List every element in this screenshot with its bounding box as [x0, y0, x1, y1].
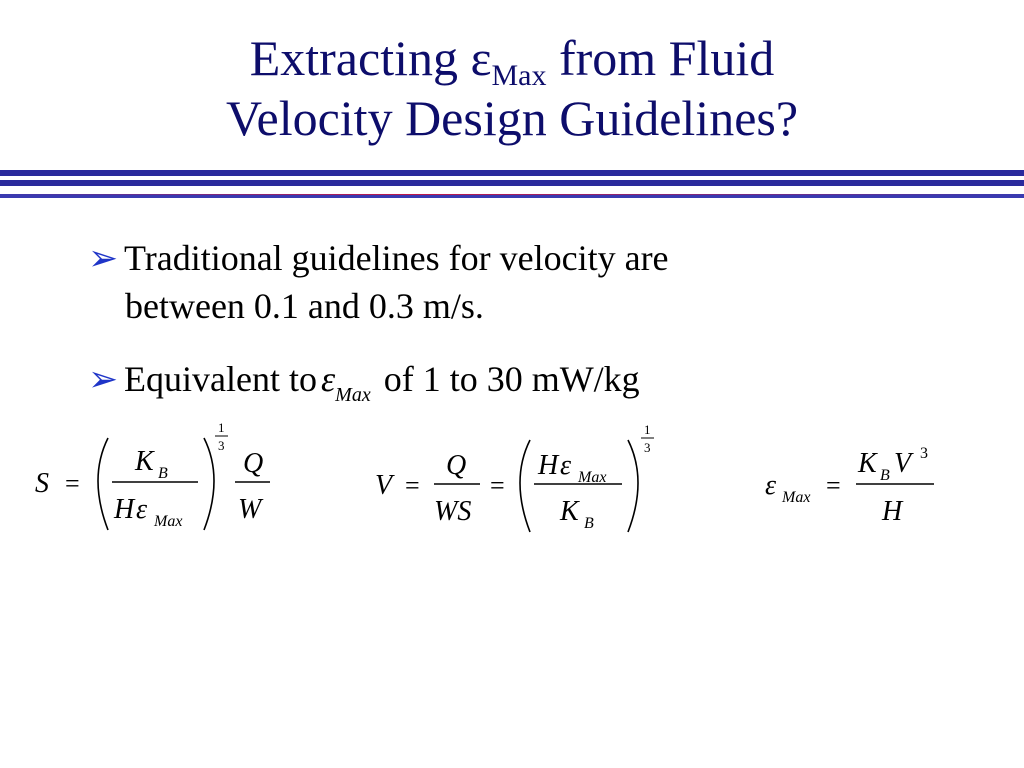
epsilon-symbol: $\varepsilon_{Max}$ — [320, 359, 371, 406]
eq1-exp-den: 3 — [218, 438, 225, 453]
eq3-num-v: V — [894, 448, 912, 479]
bullet-2-text-before: Equivalent to — [124, 359, 317, 399]
eq2-lhs: V — [375, 470, 393, 501]
eq1-den-sub: Max — [154, 513, 183, 530]
title-rule-middle — [0, 180, 1024, 186]
arrow-right-bullet-icon: ➢ — [88, 238, 119, 278]
title-subscript: Max — [491, 59, 547, 92]
eq2-right-paren — [628, 440, 638, 532]
eq2-q: Q — [446, 450, 467, 481]
eq2-exp-den: 3 — [644, 440, 651, 455]
bullet-item-1 — [88, 234, 848, 330]
eq2-num-h: H — [538, 450, 559, 481]
slide-title — [0, 28, 1024, 148]
eq3-equals: = — [826, 471, 841, 500]
eq2-exp-num: 1 — [644, 422, 651, 437]
eq1-den-eps: ε — [136, 494, 148, 525]
eq3-den-h: H — [882, 496, 903, 527]
eq3-num-k: K — [858, 448, 877, 479]
bullet-2-text-after: of 1 to 30 mW/kg — [383, 359, 640, 399]
title-rule-top — [0, 170, 1024, 176]
eq1-num-k: K — [135, 446, 154, 477]
eq1-left-paren — [98, 438, 108, 530]
bullet-item-2 — [88, 355, 640, 419]
eq1-exp-num: 1 — [218, 420, 225, 435]
eq2-den-sub: B — [584, 515, 594, 532]
eq1-right-paren — [204, 438, 214, 530]
eq3-num-k-sub: B — [880, 467, 890, 484]
equation-s — [30, 420, 280, 540]
title-rule-bottom — [0, 194, 1024, 198]
eq2-num-eps: ε — [560, 450, 572, 481]
title-part1: Extracting ε — [249, 30, 492, 86]
eq2-equals-1: = — [405, 471, 420, 500]
eq3-lhs-eps: ε — [765, 470, 777, 501]
eq1-w: W — [238, 494, 262, 525]
title-part2: from Fluid — [546, 30, 775, 86]
equation-v — [370, 420, 670, 540]
equation-eps-max — [760, 420, 960, 540]
eq1-den-h: H — [114, 494, 135, 525]
eq2-equals-2: = — [490, 471, 505, 500]
bullet-1-line2: between 0.1 and 0.3 m/s. — [125, 286, 484, 326]
bullet-1-line1: Traditional guidelines for velocity are — [124, 238, 669, 278]
eq3-lhs-sub: Max — [782, 489, 811, 506]
eq2-den-k: K — [560, 496, 579, 527]
eq2-num-sub: Max — [578, 469, 607, 486]
eq1-q: Q — [243, 448, 264, 479]
eq1-lhs: S — [35, 468, 49, 499]
arrow-right-bullet-icon: ➢ — [88, 359, 119, 399]
eq1-num-sub: B — [158, 465, 168, 482]
eq3-num-exp: 3 — [920, 445, 928, 462]
title-line2: Velocity Design Guidelines? — [225, 90, 799, 146]
eq1-equals: = — [65, 469, 80, 498]
eq2-ws: WS — [434, 496, 472, 527]
eq2-left-paren — [520, 440, 530, 532]
